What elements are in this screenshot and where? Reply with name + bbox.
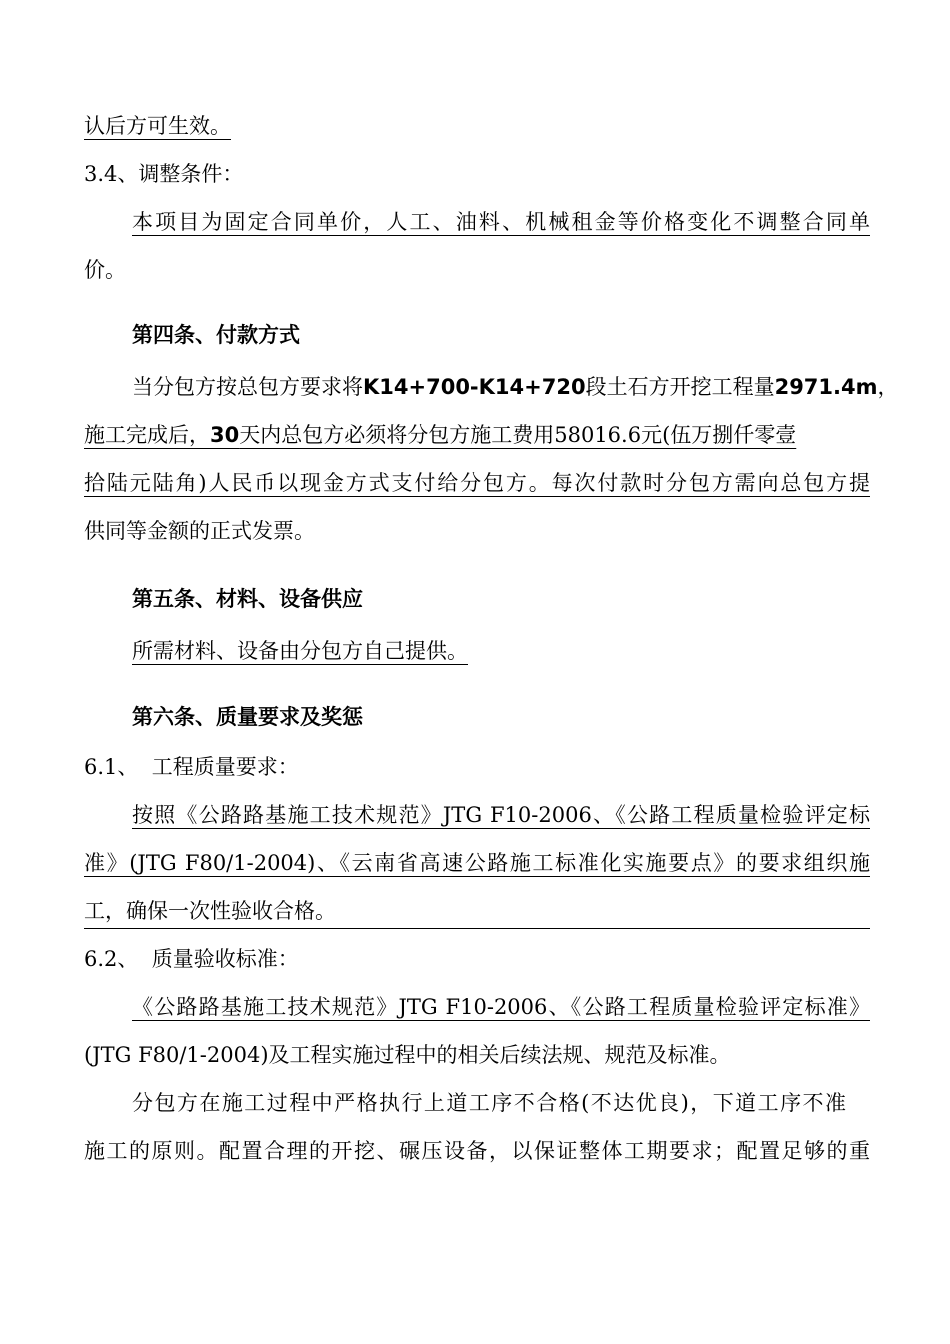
text-line: 工，确保一次性验收合格。 — [84, 899, 336, 923]
text-line: 价。 — [84, 258, 126, 282]
text-span: 天内总包方必须将分包方施工费用58016.6元(伍万捌仟零壹 — [239, 423, 797, 447]
article-4-heading: 第四条、付款方式 — [132, 322, 300, 347]
text-span: 段土石方开挖工程量 — [585, 375, 775, 399]
horizontal-rule — [84, 928, 870, 929]
text-line: 施工的原则。配置合理的开挖、碾压设备，以保证整体工期要求；配置足够的重 — [84, 1139, 870, 1163]
text-line: 本项目为固定合同单价，人工、油料、机械租金等价格变化不调整合同单 — [132, 210, 870, 234]
text-line: 《公路路基施工技术规范》JTG F10-2006、《公路工程质量检验评定标准》 — [132, 995, 870, 1019]
clause-6-1-heading: 6.1、 工程质量要求： — [84, 755, 299, 779]
text-line: 拾陆元陆角)人民币以现金方式支付给分包方。每次付款时分包方需向总包方提 — [84, 471, 870, 495]
text-line: 准》(JTG F80/1-2004)、《云南省高速公路施工标准化实施要点》的要求组织施 — [84, 851, 870, 875]
text-line: 认后方可生效。 — [84, 114, 231, 138]
text-line: 按照《公路路基施工技术规范》JTG F10-2006、《公路工程质量检验评定标 — [132, 803, 870, 827]
article-5-heading: 第五条、材料、设备供应 — [132, 586, 363, 611]
article-6-heading: 第六条、质量要求及奖惩 — [132, 704, 363, 729]
text-line: 供同等金额的正式发票。 — [84, 519, 315, 543]
text-span: 施工完成后， — [84, 423, 210, 447]
text-line — [132, 372, 899, 402]
clause-3-4-heading: 3.4、调整条件： — [84, 162, 244, 186]
text-line: 所需材料、设备由分包方自己提供。 — [132, 639, 468, 663]
text-span: 2971.4m — [774, 375, 878, 399]
text-span: K14+700-K14+720 — [363, 375, 586, 399]
text-line: 分包方在施工过程中严格执行上道工序不合格(不达优良)，下道工序不准 — [132, 1091, 846, 1115]
text-span: 当分包方按总包方要求将 — [132, 375, 363, 399]
text-line: (JTG F80/1-2004)及工程实施过程中的相关后续法规、规范及标准。 — [84, 1043, 731, 1067]
clause-6-2-heading: 6.2、 质量验收标准： — [84, 947, 299, 971]
text-line — [84, 420, 796, 450]
text-span: ， — [877, 375, 899, 399]
text-span: 30 — [210, 423, 240, 447]
